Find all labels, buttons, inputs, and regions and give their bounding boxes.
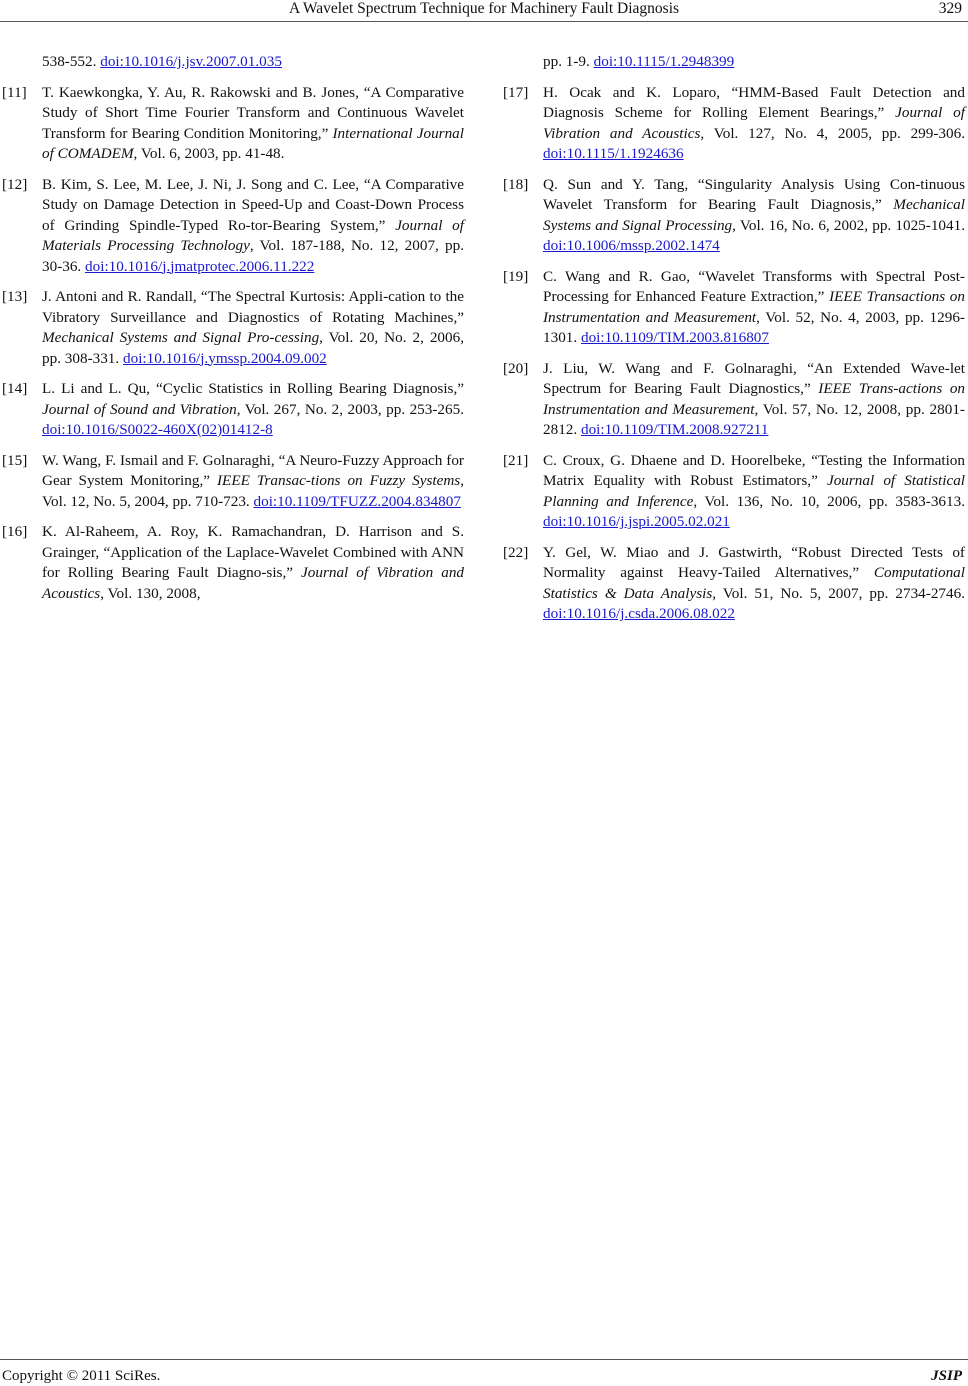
journal-abbreviation: JSIP — [931, 1368, 962, 1384]
reference-number: [16] — [2, 523, 28, 540]
reference-item-16 — [2, 522, 464, 604]
reference-journal: Journal of Statistical Planning and Inference — [543, 472, 966, 510]
reference-item-22 — [503, 543, 965, 625]
doi-link[interactable]: doi:10.1109/TIM.2003.816807 — [580, 329, 769, 346]
reference-authors-title: L. Li and L. Qu, “Cyclic Statistics in Rolling Bearing Diagnosis,” — [42, 380, 464, 397]
reference-journal: International Journal of COMADEM — [42, 124, 464, 162]
reference-continuation — [2, 52, 464, 73]
reference-details: , Vol. 187-188, No. 12, 2007, pp. 30-36. — [42, 237, 464, 275]
reference-column-right — [503, 52, 965, 625]
running-head — [0, 0, 968, 22]
reference-details: , Vol. 6, 2003, pp. 41-48. — [133, 145, 285, 162]
reference-details: , Vol. 20, No. 2, 2006, pp. 308-331. — [42, 329, 464, 367]
reference-authors-title: Y. Gel, W. Miao and J. Gastwirth, “Robust Directed Tests of Normality against Heavy-Tailed Alternatives,” — [543, 543, 965, 581]
reference-item-15 — [2, 451, 464, 513]
reference-number: [21] — [503, 451, 529, 469]
continuation-text: 538-552. — [42, 53, 101, 70]
reference-item-17 — [503, 83, 965, 165]
reference-authors-title: H. Ocak and K. Loparo, “HMM-Based Fault Detection and Diagnosis Scheme for Rolling Element Bearings,” — [543, 83, 965, 121]
reference-journal: Journal of Vibration and Acoustics — [543, 104, 965, 142]
reference-details: , Vol. 12, No. 5, 2004, pp. 710-723. — [42, 472, 464, 510]
reference-item-20 — [503, 359, 965, 441]
doi-link[interactable]: doi:10.1016/j.csda.2006.08.022 — [543, 605, 735, 622]
doi-link[interactable]: doi:10.1115/1.1924636 — [543, 145, 684, 162]
reference-continuation — [503, 52, 965, 73]
running-title: A Wavelet Spectrum Technique for Machinery Fault Diagnosis — [288, 0, 680, 17]
doi-link[interactable]: doi:10.1016/j.ymssp.2004.09.002 — [123, 349, 327, 367]
reference-number: [12] — [2, 175, 28, 193]
reference-details: , Vol. 136, No. 10, 2006, pp. 3583-3613. — [693, 492, 965, 510]
reference-item-19 — [503, 267, 965, 349]
reference-authors-title: J. Antoni and R. Randall, “The Spectral Kurtosis: Appli-cation to the Vibratory Surveillance and Diagnostics of Rotating Machines,” — [42, 288, 464, 326]
reference-journal: Journal of Materials Processing Technology — [42, 216, 464, 254]
reference-item-21 — [503, 451, 965, 533]
reference-authors-title: K. Al-Raheem, A. Roy, K. Ramachandran, D. Harrison and S. Grainger, “Application of the Laplace-Wavelet Combined with ANN for Rolling Bearing Fault Diagno-sis,” — [42, 523, 464, 581]
reference-journal: IEEE Trans-actions on Instrumentation and Measurement — [543, 380, 966, 418]
reference-journal: IEEE Transac-tions on Fuzzy Systems — [217, 472, 461, 489]
reference-number: [17] — [503, 83, 529, 101]
reference-number: [19] — [503, 267, 529, 285]
reference-details: , Vol. 16, No. 6, 2002, pp. 1025-1041. — [732, 216, 966, 234]
header-rule — [0, 21, 968, 22]
reference-details: , Vol. 130, 2008, — [100, 584, 201, 602]
reference-journal: Journal of Sound and Vibration — [42, 400, 237, 418]
reference-number: [11] — [2, 83, 27, 101]
reference-item-12 — [2, 175, 464, 278]
reference-authors-title: C. Croux, G. Dhaene and D. Hoorelbeke, “Testing the Information Matrix Equality with Robust Estimators,” — [543, 451, 965, 489]
doi-link[interactable]: doi:10.1109/TFUZZ.2004.834807 — [253, 492, 461, 510]
reference-number: [20] — [503, 359, 529, 377]
reference-column-left — [2, 52, 464, 604]
reference-authors-title: W. Wang, F. Ismail and F. Golnaraghi, “A Neuro-Fuzzy Approach for Gear System Monitoring,” — [42, 451, 464, 489]
reference-details: , Vol. 52, No. 4, 2003, pp. 1296-1301. — [543, 308, 965, 346]
reference-details: , Vol. 127, No. 4, 2005, pp. 299-306. — [700, 124, 966, 142]
footer-rule — [0, 1359, 968, 1360]
reference-journal: Mechanical Systems and Signal Pro-cessing — [42, 329, 320, 346]
reference-details: , Vol. 267, No. 2, 2003, pp. 253-265. — [236, 400, 465, 418]
reference-item-13 — [2, 287, 464, 369]
doi-link[interactable]: doi:10.1016/S0022-460X(02)01412-8 — [42, 421, 273, 438]
page-number: 329 — [938, 0, 962, 17]
reference-journal: Mechanical Systems and Signal Processing — [543, 196, 965, 234]
reference-number: [13] — [2, 288, 28, 305]
reference-item-11 — [2, 83, 464, 165]
reference-authors-title: B. Kim, S. Lee, M. Lee, J. Ni, J. Song and C. Lee, “A Comparative Study on Damage Detection in Speed-Up and Coast-Down Process of Grinding Spindle-Typed Ro-tor-Bearing System,” — [42, 175, 464, 234]
reference-authors-title: C. Wang and R. Gao, “Wavelet Transforms with Spectral Post-Processing for Enhanced Feature Extraction,” — [543, 267, 965, 305]
doi-link[interactable]: doi:10.1109/TIM.2008.927211 — [580, 421, 769, 438]
doi-link[interactable]: doi:10.1016/j.jmatprotec.2006.11.222 — [85, 257, 315, 275]
reference-journal: Journal of Vibration and Acoustics — [42, 564, 465, 602]
reference-number: [14] — [2, 380, 28, 397]
reference-number: [15] — [2, 451, 28, 469]
reference-authors-title: Q. Sun and Y. Tang, “Singularity Analysis Using Con-tinuous Wavelet Transform for Bearing Fault Diagnosis,” — [543, 175, 965, 213]
reference-details: , Vol. 51, No. 5, 2007, pp. 2734-2746. — [712, 584, 965, 602]
reference-authors-title: T. Kaewkongka, Y. Au, R. Rakowski and B. Jones, “A Comparative Study of Short Time Fourier Transform and Continuous Wavelet Transform for Bearing Condition Monitoring,” — [42, 83, 464, 142]
doi-link[interactable]: doi:10.1115/1.2948399 — [593, 53, 735, 70]
reference-number: [22] — [503, 543, 529, 561]
reference-item-14 — [2, 379, 464, 441]
reference-journal: IEEE Transactions on Instrumentation and Measurement — [543, 288, 965, 326]
doi-link[interactable]: doi:10.1016/j.jsv.2007.01.035 — [100, 53, 282, 70]
continuation-text: pp. 1-9. — [543, 53, 594, 70]
copyright-notice: Copyright © 2011 SciRes. — [2, 1368, 161, 1384]
reference-authors-title: J. Liu, W. Wang and F. Golnaraghi, “An Extended Wave-let Spectrum for Bearing Fault Diagnostics,” — [543, 359, 965, 397]
reference-details: , Vol. 57, No. 12, 2008, pp. 2801-2812. — [543, 400, 965, 438]
reference-journal: Computational Statistics & Data Analysis — [543, 564, 965, 602]
reference-number: [18] — [503, 175, 529, 193]
doi-link[interactable]: doi:10.1016/j.jspi.2005.02.021 — [543, 513, 730, 530]
reference-item-18 — [503, 175, 965, 257]
doi-link[interactable]: doi:10.1006/mssp.2002.1474 — [543, 237, 720, 254]
